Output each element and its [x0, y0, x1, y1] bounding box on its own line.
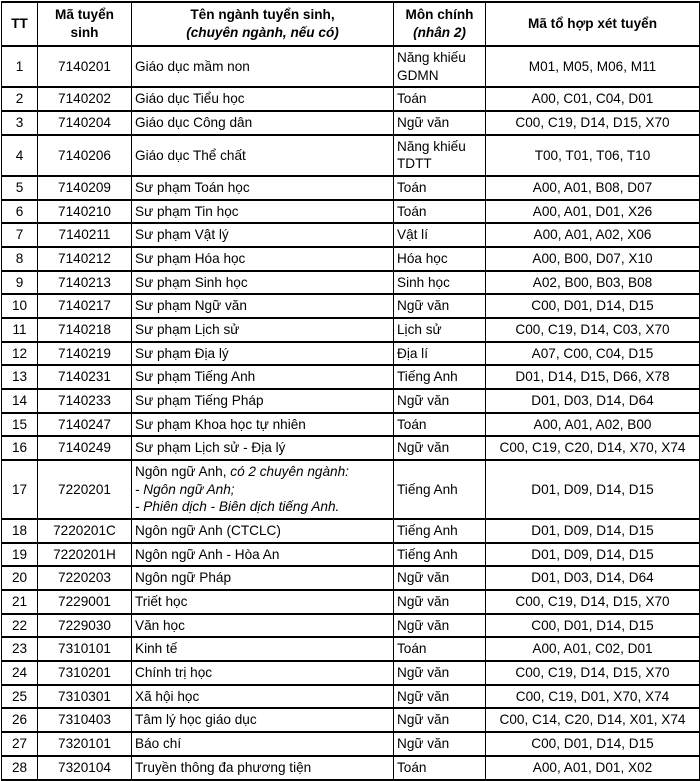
cell-subject: Ngữ văn: [394, 436, 486, 460]
cell-subject: Toán: [394, 637, 486, 661]
cell-subject: Toán: [394, 413, 486, 437]
cell-code: 7220203: [38, 566, 132, 590]
cell-subject: Ngữ văn: [394, 389, 486, 413]
cell-subject: Năng khiếu TDTT: [394, 135, 486, 176]
cell-combos: T00, T01, T06, T10: [486, 135, 700, 176]
cell-name: Kinh tế: [132, 637, 394, 661]
table-row: [2, 223, 700, 247]
table-row: [2, 135, 700, 176]
cell-code: 7140217: [38, 294, 132, 318]
cell-subject: Hóa học: [394, 247, 486, 271]
cell-name: Giáo dục Tiểu học: [132, 87, 394, 111]
table-row: [2, 708, 700, 732]
cell-subject: Ngữ văn: [394, 685, 486, 709]
cell-subject: Ngữ văn: [394, 732, 486, 756]
cell-tt: 26: [2, 708, 38, 732]
cell-code: 7140219: [38, 342, 132, 366]
cell-tt: 28: [2, 756, 38, 780]
cell-subject: Ngữ văn: [394, 708, 486, 732]
cell-subject: Toán: [394, 87, 486, 111]
cell-code: 7140209: [38, 176, 132, 200]
cell-code: 7220201H: [38, 543, 132, 567]
cell-tt: 15: [2, 413, 38, 437]
cell-tt: 7: [2, 223, 38, 247]
cell-name: Xã hội học: [132, 685, 394, 709]
cell-combos: A00, A01, D01, X26: [486, 200, 700, 224]
cell-combos: A00, A01, A02, B00: [486, 413, 700, 437]
cell-combos: C00, D01, D14, D15: [486, 732, 700, 756]
cell-subject: Ngữ văn: [394, 614, 486, 638]
cell-combos: C00, C19, D14, D15, X70: [486, 111, 700, 135]
cell-combos: A00, A01, A02, X06: [486, 223, 700, 247]
cell-combos: D01, D09, D14, D15: [486, 460, 700, 519]
cell-subject: Sinh học: [394, 271, 486, 295]
table-row: [2, 46, 700, 87]
cell-combos: A02, B00, B03, B08: [486, 271, 700, 295]
table-row: [2, 389, 700, 413]
table-row: [2, 732, 700, 756]
cell-combos: A00, A01, B08, D07: [486, 176, 700, 200]
table-row: [2, 271, 700, 295]
cell-tt: 4: [2, 135, 38, 176]
header-row: [2, 2, 700, 46]
cell-code: 7140213: [38, 271, 132, 295]
cell-tt: 9: [2, 271, 38, 295]
cell-combos: D01, D09, D14, D15: [486, 543, 700, 567]
cell-tt: 23: [2, 637, 38, 661]
cell-subject: Ngữ văn: [394, 661, 486, 685]
cell-name: Báo chí: [132, 732, 394, 756]
cell-name: Sư phạm Địa lý: [132, 342, 394, 366]
cell-tt: 24: [2, 661, 38, 685]
header-name-line1: Tên ngành tuyển sinh,: [190, 7, 335, 23]
cell-tt: 5: [2, 176, 38, 200]
table-row: [2, 460, 700, 519]
cell-name: Sư phạm Vật lý: [132, 223, 394, 247]
table-row: [2, 637, 700, 661]
cell-subject: Vật lí: [394, 223, 486, 247]
table-row: [2, 111, 700, 135]
cell-tt: 8: [2, 247, 38, 271]
cell-tt: 18: [2, 519, 38, 543]
cell-subject: Ngữ văn: [394, 590, 486, 614]
cell-code: 7229030: [38, 614, 132, 638]
cell-code: 7140218: [38, 318, 132, 342]
cell-subject: Năng khiếu GDMN: [394, 46, 486, 87]
cell-tt: 2: [2, 87, 38, 111]
cell-code: 7140249: [38, 436, 132, 460]
table-row: [2, 365, 700, 389]
cell-name: Ngôn ngữ Pháp: [132, 566, 394, 590]
cell-tt: 17: [2, 460, 38, 519]
cell-tt: 22: [2, 614, 38, 638]
header-combos-label: Mã tổ hợp xét tuyển: [528, 16, 657, 32]
cell-combos: C00, D01, D14, D15: [486, 614, 700, 638]
cell-name: Sư phạm Lịch sử - Địa lý: [132, 436, 394, 460]
table-row: [2, 614, 700, 638]
cell-tt: 11: [2, 318, 38, 342]
header-subject-line2: (nhân 2): [413, 25, 466, 40]
cell-tt: 27: [2, 732, 38, 756]
table-row: [2, 87, 700, 111]
cell-name: Sư phạm Tiếng Pháp: [132, 389, 394, 413]
header-subject: [394, 2, 486, 46]
table-body: [2, 46, 700, 780]
cell-tt: 6: [2, 200, 38, 224]
cell-name: Sư phạm Tiếng Anh: [132, 365, 394, 389]
table-row: [2, 200, 700, 224]
table-row: [2, 685, 700, 709]
cell-code: 7140231: [38, 365, 132, 389]
cell-code: 7140247: [38, 413, 132, 437]
cell-combos: C00, C19, D01, X70, X74: [486, 685, 700, 709]
cell-name: Sư phạm Lịch sử: [132, 318, 394, 342]
cell-name: Văn học: [132, 614, 394, 638]
table-row: [2, 756, 700, 780]
cell-code: 7229001: [38, 590, 132, 614]
cell-name: Sư phạm Tin học: [132, 200, 394, 224]
cell-name: Sư phạm Toán học: [132, 176, 394, 200]
cell-subject: Toán: [394, 756, 486, 780]
table-header: [2, 2, 700, 46]
table-row: [2, 318, 700, 342]
cell-subject: Lịch sử: [394, 318, 486, 342]
cell-code: 7220201: [38, 460, 132, 519]
cell-name: Giáo dục mầm non: [132, 46, 394, 87]
header-subject-line1: Môn chính: [405, 7, 474, 23]
cell-subject: Tiếng Anh: [394, 543, 486, 567]
cell-code: 7140212: [38, 247, 132, 271]
cell-subject: Ngữ văn: [394, 111, 486, 135]
cell-combos: A00, A01, D01, X02: [486, 756, 700, 780]
cell-name: Ngôn ngữ Anh, có 2 chuyên ngành: - Ngôn ngữ Anh; - Phiên dịch - Biên dịch tiếng Anh.: [132, 460, 394, 519]
cell-combos: C00, C19, C20, D14, X70, X74: [486, 436, 700, 460]
cell-name: Giáo dục Công dân: [132, 111, 394, 135]
cell-combos: A00, C01, C04, D01: [486, 87, 700, 111]
cell-subject: Tiếng Anh: [394, 460, 486, 519]
table-row: [2, 566, 700, 590]
cell-combos: M01, M05, M06, M11: [486, 46, 700, 87]
cell-tt: 3: [2, 111, 38, 135]
cell-combos: C00, C14, C20, D14, X01, X74: [486, 708, 700, 732]
cell-name: Tâm lý học giáo dục: [132, 708, 394, 732]
cell-code: 7140211: [38, 223, 132, 247]
cell-tt: 1: [2, 46, 38, 87]
cell-combos: A00, B00, D07, X10: [486, 247, 700, 271]
cell-code: 7320104: [38, 756, 132, 780]
cell-tt: 10: [2, 294, 38, 318]
cell-code: 7140202: [38, 87, 132, 111]
cell-tt: 14: [2, 389, 38, 413]
cell-code: 7320101: [38, 732, 132, 756]
cell-combos: C00, D01, D14, D15: [486, 294, 700, 318]
cell-subject: Ngữ văn: [394, 566, 486, 590]
table-row: [2, 342, 700, 366]
cell-code: 7220201C: [38, 519, 132, 543]
cell-subject: Địa lí: [394, 342, 486, 366]
table-row: [2, 543, 700, 567]
cell-code: 7140201: [38, 46, 132, 87]
cell-combos: A07, C00, C04, D15: [486, 342, 700, 366]
table-row: [2, 436, 700, 460]
cell-name: Sư phạm Khoa học tự nhiên: [132, 413, 394, 437]
cell-tt: 19: [2, 543, 38, 567]
cell-name: Ngôn ngữ Anh - Hòa An: [132, 543, 394, 567]
cell-subject: Tiếng Anh: [394, 365, 486, 389]
cell-code: 7140204: [38, 111, 132, 135]
cell-subject: Toán: [394, 200, 486, 224]
cell-tt: 25: [2, 685, 38, 709]
table-row: [2, 413, 700, 437]
admissions-table: [1, 1, 700, 781]
header-name: [132, 2, 394, 46]
header-code-label: Mã tuyển sinh: [55, 7, 114, 40]
table-row: [2, 247, 700, 271]
cell-subject: Toán: [394, 176, 486, 200]
cell-subject: Ngữ văn: [394, 294, 486, 318]
cell-name: Truyền thông đa phương tiện: [132, 756, 394, 780]
table-row: [2, 590, 700, 614]
cell-combos: C00, C19, D14, D15, X70: [486, 661, 700, 685]
table-row: [2, 294, 700, 318]
table-row: [2, 176, 700, 200]
cell-tt: 13: [2, 365, 38, 389]
cell-code: 7140206: [38, 135, 132, 176]
cell-code: 7310101: [38, 637, 132, 661]
cell-code: 7140233: [38, 389, 132, 413]
cell-tt: 12: [2, 342, 38, 366]
header-combos: [486, 2, 700, 46]
cell-name: Giáo dục Thể chất: [132, 135, 394, 176]
cell-name: Sư phạm Ngữ văn: [132, 294, 394, 318]
cell-name: Ngôn ngữ Anh (CTCLC): [132, 519, 394, 543]
cell-combos: D01, D03, D14, D64: [486, 389, 700, 413]
cell-combos: A00, A01, C02, D01: [486, 637, 700, 661]
cell-combos: D01, D09, D14, D15: [486, 519, 700, 543]
cell-name: Triết học: [132, 590, 394, 614]
header-name-line2: (chuyên ngành, nếu có): [186, 25, 339, 40]
cell-code: 7140210: [38, 200, 132, 224]
cell-code: 7310403: [38, 708, 132, 732]
header-code: [38, 2, 132, 46]
table-row: [2, 519, 700, 543]
cell-combos: D01, D14, D15, D66, X78: [486, 365, 700, 389]
table-row: [2, 661, 700, 685]
cell-combos: C00, C19, D14, D15, X70: [486, 590, 700, 614]
header-tt-label: TT: [11, 16, 28, 32]
cell-tt: 21: [2, 590, 38, 614]
cell-combos: C00, C19, D14, C03, X70: [486, 318, 700, 342]
cell-combos: D01, D03, D14, D64: [486, 566, 700, 590]
cell-name: Sư phạm Sinh học: [132, 271, 394, 295]
header-tt: [2, 2, 38, 46]
cell-code: 7310201: [38, 661, 132, 685]
cell-tt: 20: [2, 566, 38, 590]
cell-subject: Tiếng Anh: [394, 519, 486, 543]
cell-name: Chính trị học: [132, 661, 394, 685]
cell-tt: 16: [2, 436, 38, 460]
cell-name: Sư phạm Hóa học: [132, 247, 394, 271]
cell-code: 7310301: [38, 685, 132, 709]
